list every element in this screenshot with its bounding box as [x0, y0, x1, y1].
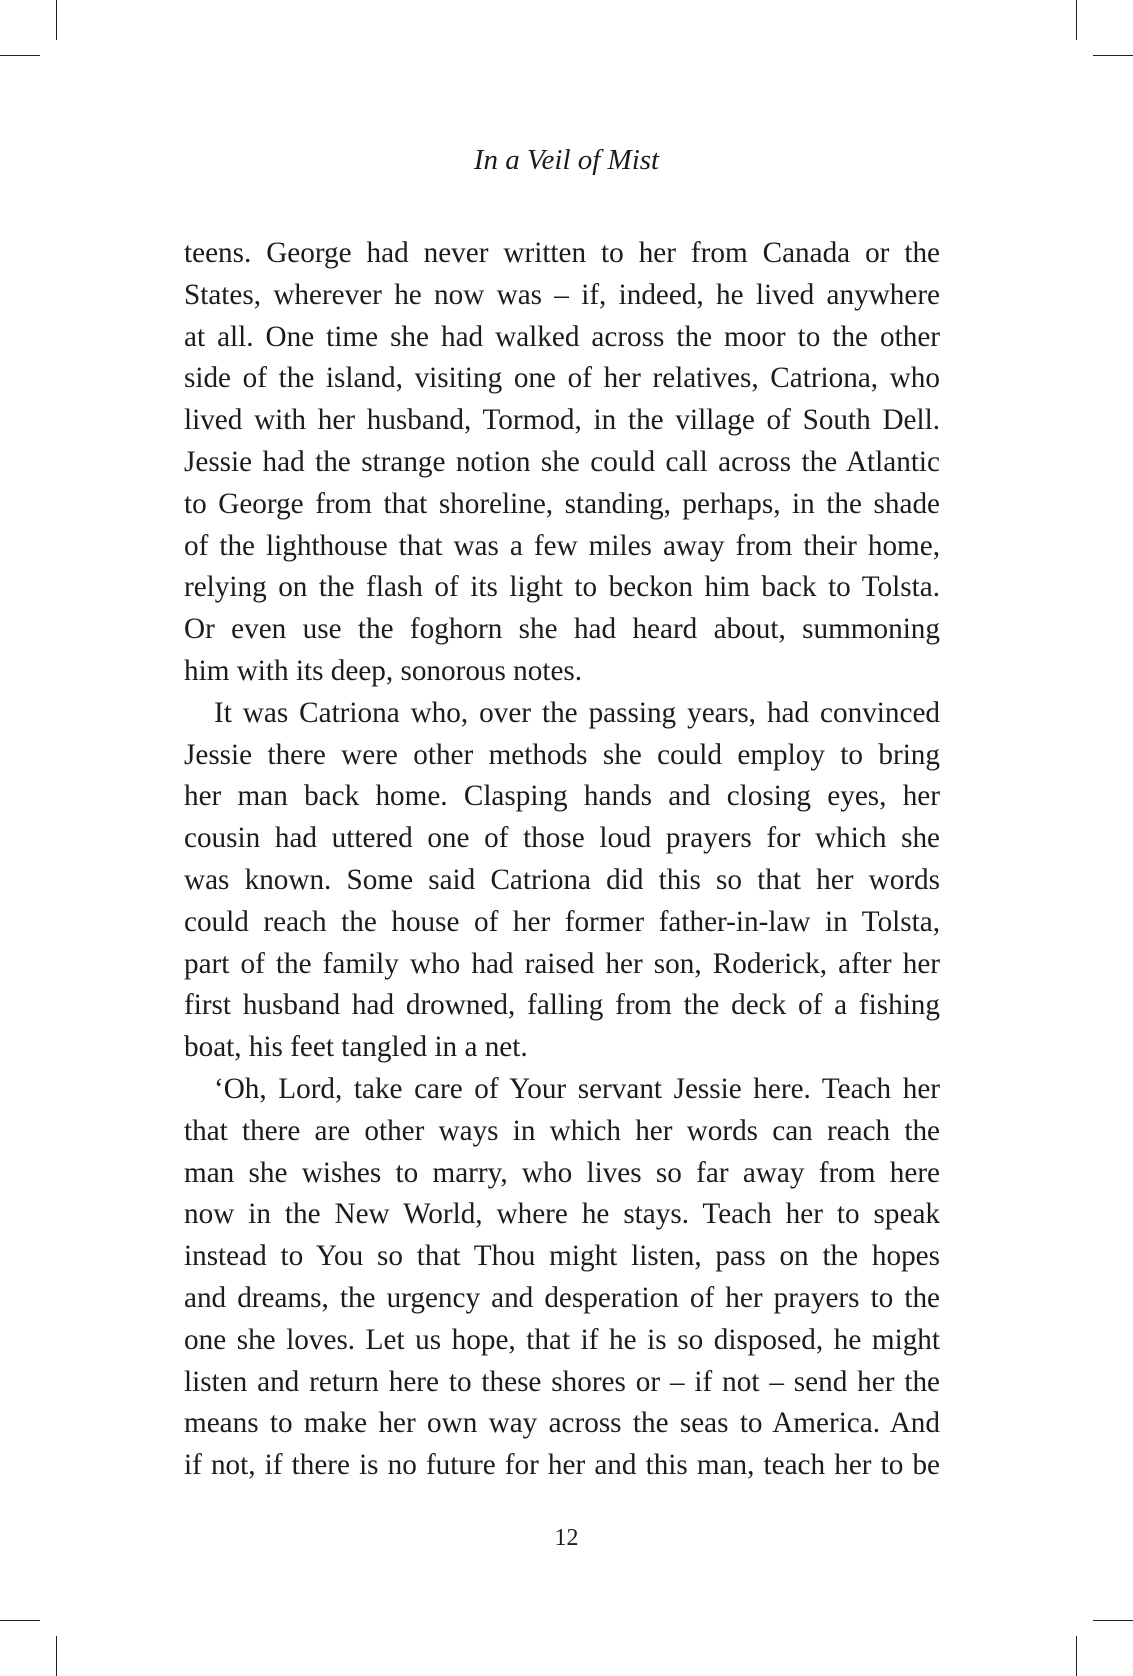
text-line: part of the family who had raised her son, Roderick, after her [184, 947, 940, 980]
running-head: In a Veil of Mist [473, 144, 660, 176]
text-line: Or even use the foghorn she had heard about, summoning [184, 613, 940, 646]
text-line: instead to You so that Thou might listen, pass on the hopes [184, 1240, 940, 1273]
text-line: boat, his feet tangled in a net. [184, 1031, 528, 1064]
text-line: Jessie had the strange notion she could call across the Atlantic [184, 445, 940, 478]
text-line: if not, if there is no future for her and this man, teach her to be [184, 1449, 940, 1482]
page-number: 12 [554, 1525, 579, 1551]
text-line: one she loves. Let us hope, that if he is so disposed, he might [184, 1323, 940, 1356]
text-line: of the lighthouse that was a few miles away from their home, [184, 529, 940, 562]
text-line: States, wherever he now was – if, indeed, he lived anywhere [184, 278, 940, 311]
text-line: side of the island, visiting one of her relatives, Catriona, who [184, 362, 940, 395]
crop-mark-bottom-left-horizontal [0, 1620, 40, 1621]
text-line: cousin had uttered one of those loud prayers for which she [184, 822, 940, 855]
crop-mark-top-left-vertical [56, 0, 57, 40]
crop-mark-top-right-vertical [1076, 0, 1077, 40]
crop-mark-top-right-horizontal [1093, 55, 1133, 56]
text-line: listen and return here to these shores or – if not – send her the [184, 1365, 940, 1398]
text-line: her man back home. Clasping hands and closing eyes, her [184, 780, 940, 813]
crop-mark-bottom-right-vertical [1076, 1636, 1077, 1676]
text-line: to George from that shoreline, standing, perhaps, in the shade [184, 487, 940, 520]
text-line: ‘Oh, Lord, take care of Your servant Jessie here. Teach her [214, 1072, 940, 1105]
text-line: was known. Some said Catriona did this so that her words [184, 863, 940, 896]
text-line: could reach the house of her former father-in-law in Tolsta, [184, 905, 940, 938]
crop-mark-bottom-right-horizontal [1093, 1620, 1133, 1621]
text-line: Jessie there were other methods she could employ to bring [184, 738, 940, 771]
text-line: and dreams, the urgency and desperation of her prayers to the [184, 1281, 940, 1314]
crop-mark-top-left-horizontal [0, 55, 40, 56]
text-line: relying on the flash of its light to beckon him back to Tolsta. [184, 571, 940, 604]
text-line: means to make her own way across the seas to America. And [184, 1407, 940, 1440]
text-line: teens. George had never written to her from Canada or the [184, 237, 940, 269]
crop-mark-bottom-left-vertical [56, 1636, 57, 1676]
paragraph [184, 693, 940, 1069]
text-line: at all. One time she had walked across the moor to the other [184, 320, 940, 353]
text-line: first husband had drowned, falling from the deck of a fishing [184, 989, 940, 1022]
text-line: him with its deep, sonorous notes. [184, 654, 583, 687]
text-line: man she wishes to marry, who lives so far away from here [184, 1156, 940, 1189]
text-line: lived with her husband, Tormod, in the village of South Dell. [184, 404, 940, 437]
paragraph [184, 233, 940, 693]
body-text [184, 233, 940, 1487]
text-line: It was Catriona who, over the passing years, had convinced [214, 696, 940, 729]
paragraph [184, 1069, 940, 1487]
text-line: now in the New World, where he stays. Teach her to speak [184, 1198, 940, 1231]
text-line: that there are other ways in which her words can reach the [184, 1114, 940, 1147]
